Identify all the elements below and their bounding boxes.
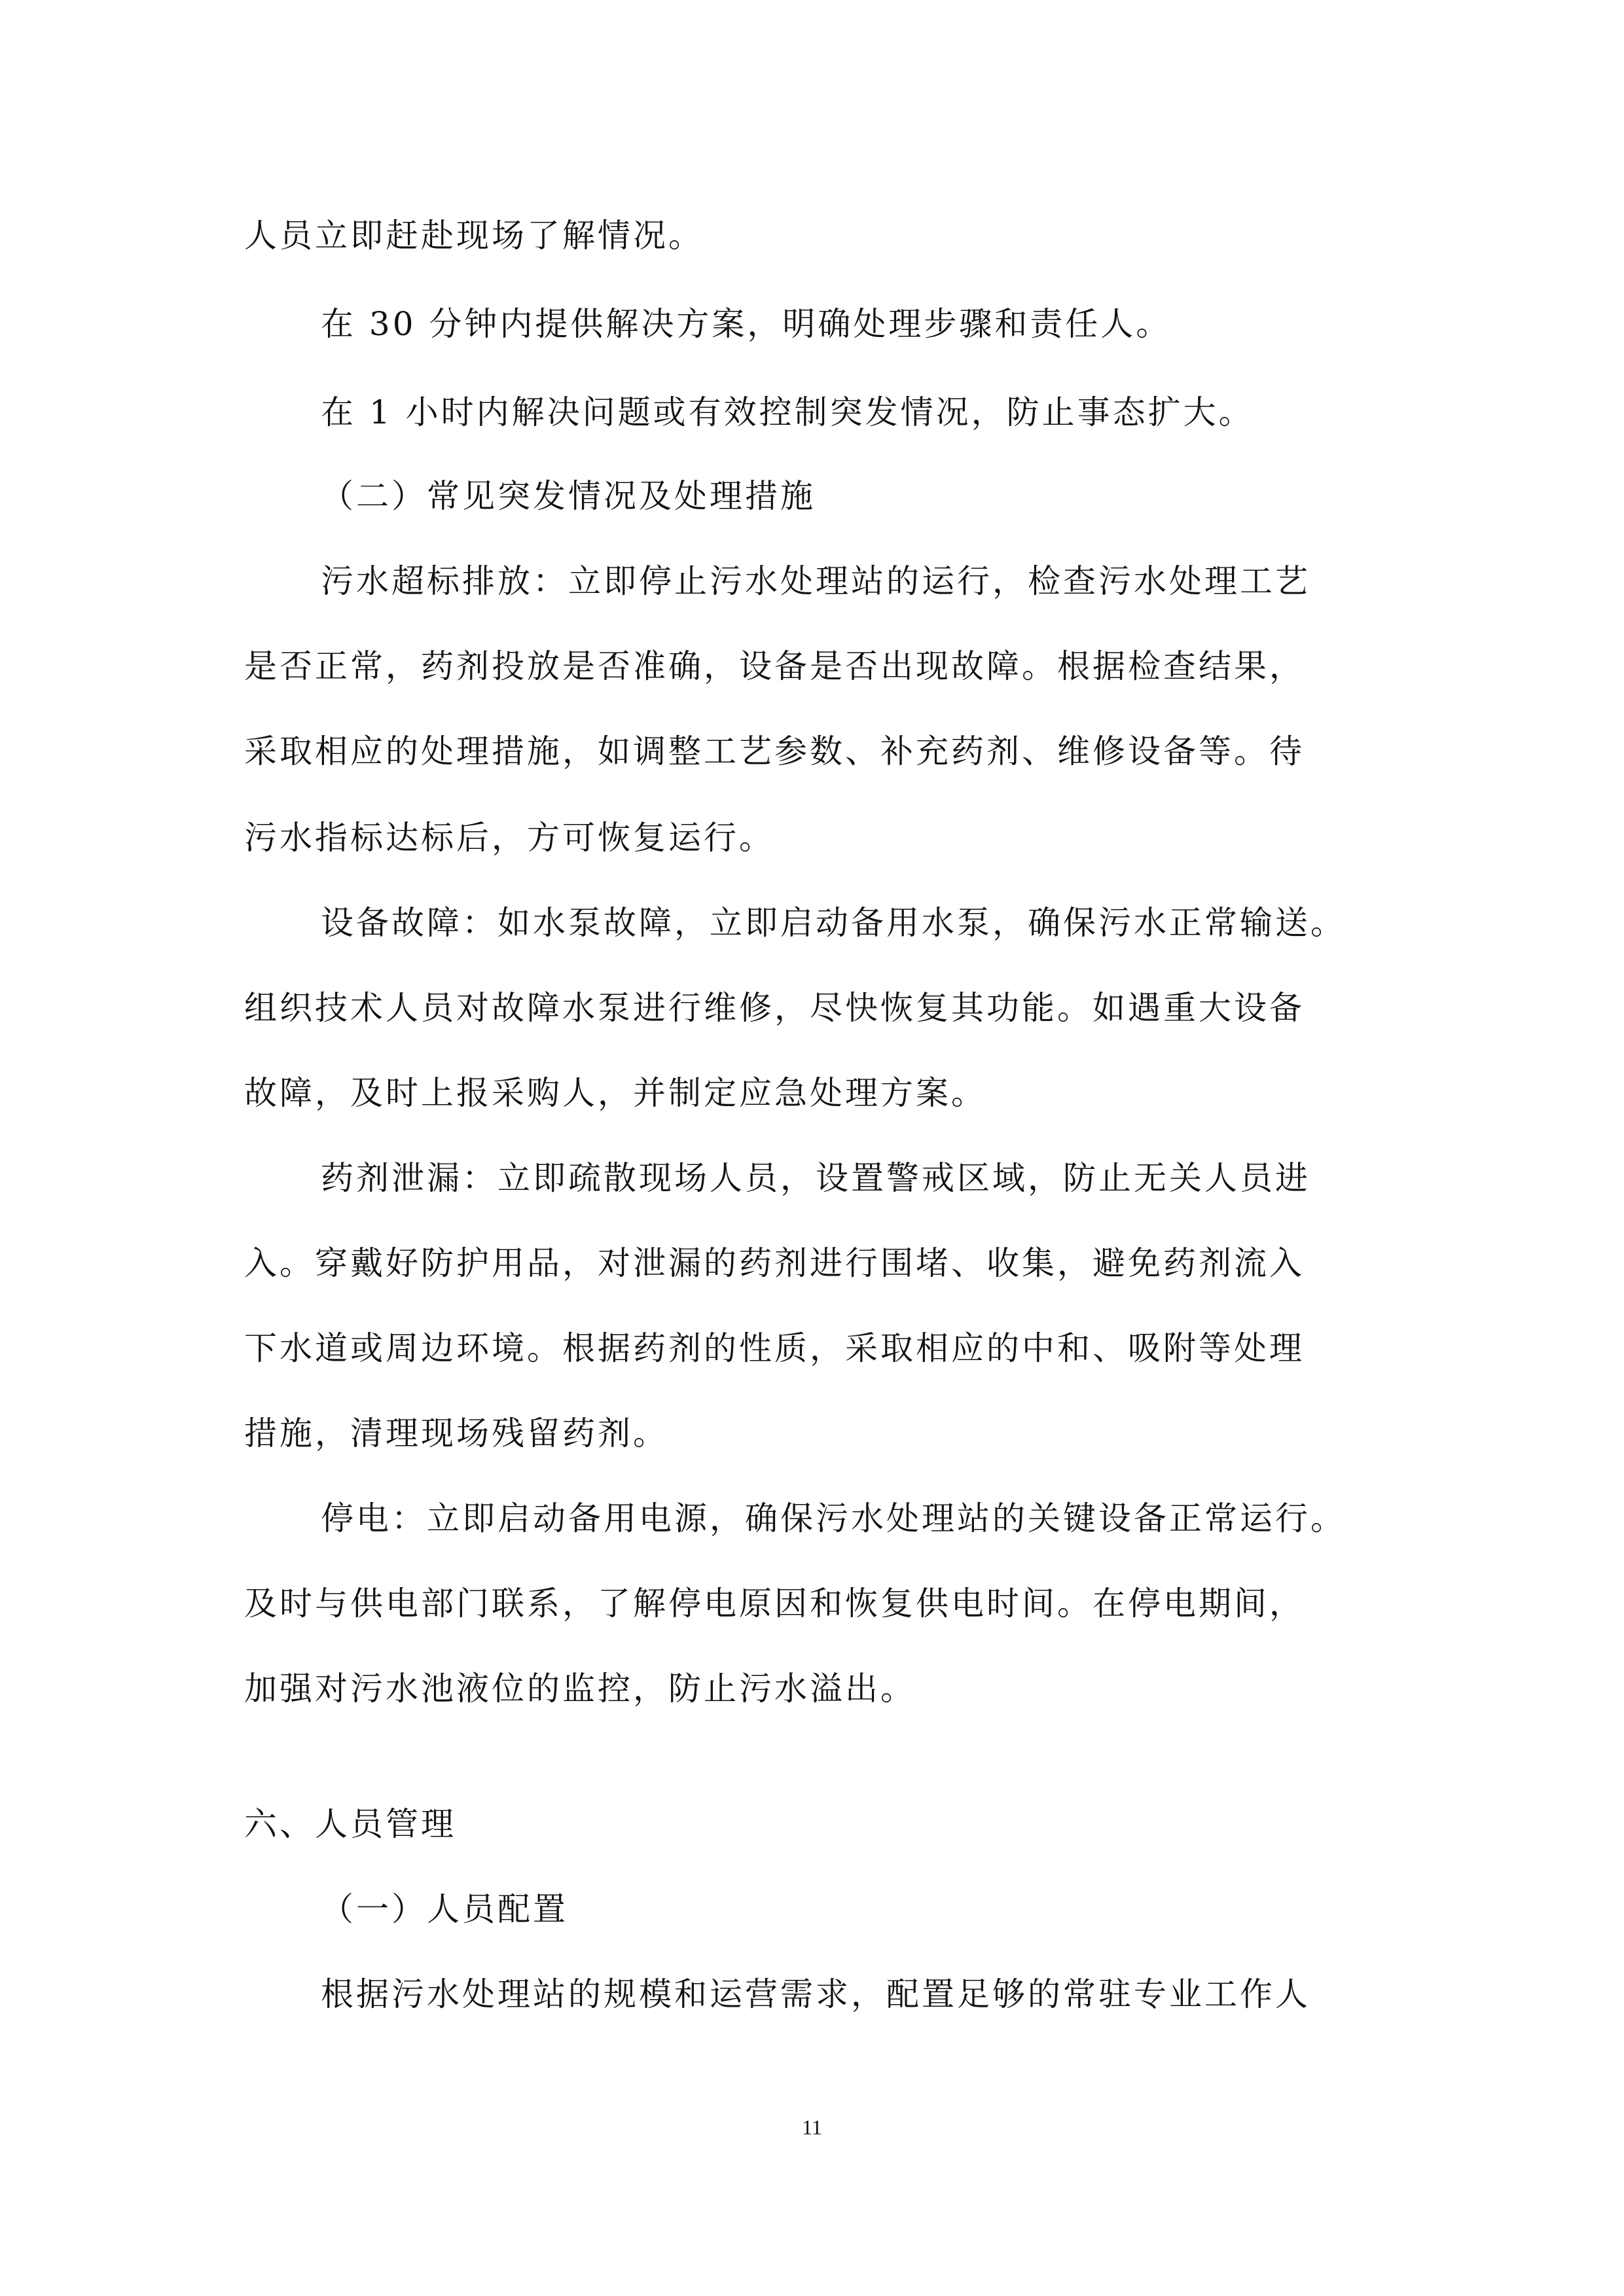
text-line: 污水指标达标后，方可恢复运行。 (244, 819, 774, 857)
text-line: 在 30 分钟内提供解决方案，明确处理步骤和责任人。 (321, 305, 1172, 343)
text-line: 药剂泄漏：立即疏散现场人员，设置警戒区域，防止无关人员进 (321, 1159, 1310, 1197)
section-subheading: （二）常见突发情况及处理措施 (321, 477, 816, 515)
text-line: 在 1 小时内解决问题或有效控制突发情况，防止事态扩大。 (321, 393, 1254, 431)
text-line: 设备故障：如水泵故障，立即启动备用水泵，确保污水正常输送。 (321, 904, 1346, 942)
section-subheading: （一）人员配置 (321, 1890, 568, 1928)
text-line: 故障，及时上报采购人，并制定应急处理方案。 (244, 1074, 986, 1112)
text-line: 入。穿戴好防护用品，对泄漏的药剂进行围堵、收集，避免药剂流入 (244, 1244, 1305, 1282)
text-line: 根据污水处理站的规模和运营需求，配置足够的常驻专业工作人 (321, 1975, 1310, 2013)
section-heading: 六、人员管理 (244, 1805, 456, 1843)
page-number: 11 (802, 2115, 822, 2139)
text-line: 污水超标排放：立即停止污水处理站的运行，检查污水处理工艺 (321, 562, 1310, 600)
text-line: 人员立即赶赴现场了解情况。 (244, 217, 704, 255)
text-line: 是否正常，药剂投放是否准确，设备是否出现故障。根据检查结果， (244, 647, 1305, 685)
text-line: 组织技术人员对故障水泵进行维修，尽快恢复其功能。如遇重大设备 (244, 989, 1305, 1027)
text-line: 停电：立即启动备用电源，确保污水处理站的关键设备正常运行。 (321, 1499, 1346, 1537)
text-line: 措施，清理现场残留药剂。 (244, 1414, 668, 1452)
text-line: 加强对污水池液位的监控，防止污水溢出。 (244, 1670, 916, 1708)
text-line: 采取相应的处理措施，如调整工艺参数、补充药剂、维修设备等。待 (244, 732, 1305, 770)
text-line: 及时与供电部门联系，了解停电原因和恢复供电时间。在停电期间， (244, 1585, 1305, 1623)
text-line: 下水道或周边环境。根据药剂的性质，采取相应的中和、吸附等处理 (244, 1329, 1305, 1367)
